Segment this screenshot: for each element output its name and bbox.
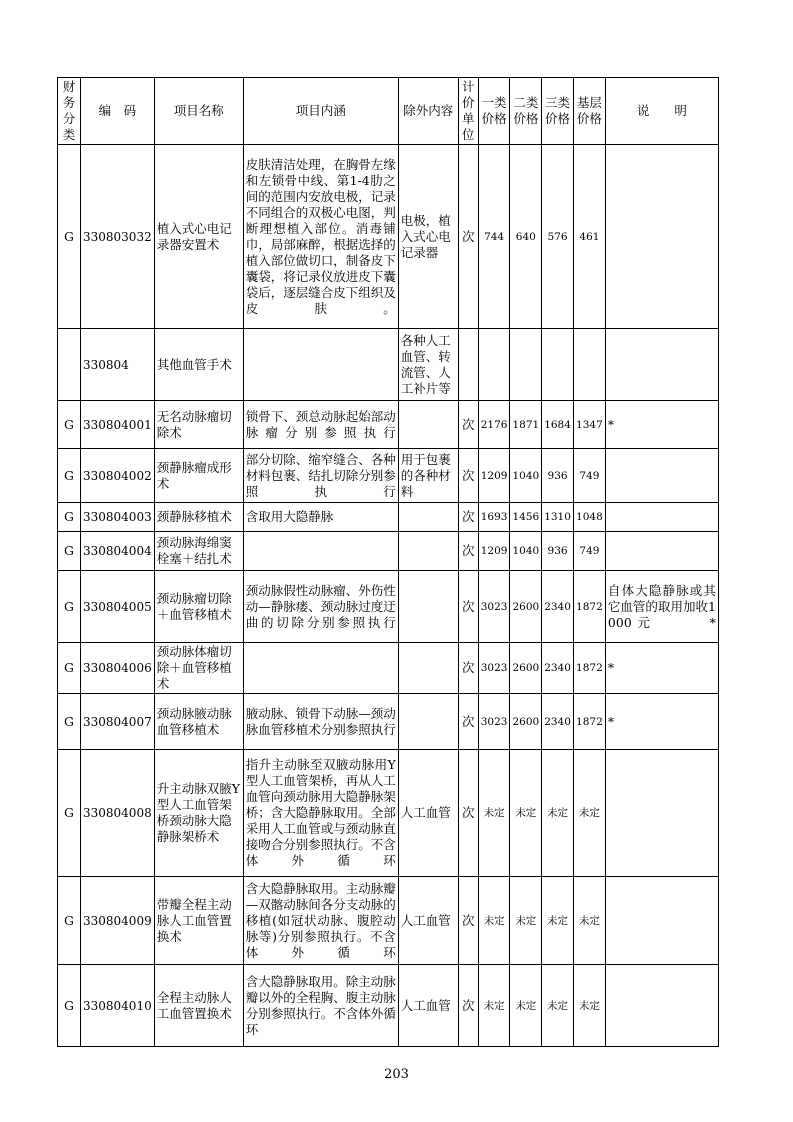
cell-price-1 (478, 329, 510, 401)
cell-exclusions: 用于包裹的各种材料 (398, 449, 458, 503)
cell-content: 含取用大隐静脉 (243, 503, 398, 532)
header-price-4: 基层 价格 (573, 78, 605, 145)
cell-note (605, 449, 718, 503)
cell-fin: G (58, 643, 81, 694)
cell-content: 部分切除、缩窄缝合、各种材料包裹、结扎切除分别参照执行 (243, 449, 398, 503)
cell-price-2: 2600 (510, 571, 542, 643)
cell-unit: 次 (458, 571, 478, 643)
table-row (58, 329, 719, 401)
cell-price-2: 2600 (510, 643, 542, 694)
header-content: 项目内涵 (243, 78, 398, 145)
cell-exclusions (398, 532, 458, 571)
table-row (58, 571, 719, 643)
cell-fin (58, 329, 81, 401)
cell-note (605, 503, 718, 532)
cell-note: * (605, 694, 718, 750)
cell-price-4: 1347 (573, 401, 605, 449)
cell-content: 腋动脉、锁骨下动脉—颈动脉血管移植术分别参照执行 (243, 694, 398, 750)
cell-price-1: 3023 (478, 643, 510, 694)
cell-price-2: 1871 (510, 401, 542, 449)
cell-name: 颈动脉腋动脉血管移植术 (154, 694, 243, 750)
cell-code: 330803032 (81, 145, 155, 329)
header-exclusions: 除外内容 (398, 78, 458, 145)
cell-code: 330804002 (81, 449, 155, 503)
cell-price-3: 1684 (542, 401, 574, 449)
cell-unit: 次 (458, 145, 478, 329)
cell-code: 330804010 (81, 965, 155, 1047)
cell-content: 颈动脉假性动脉瘤、外伤性动—静脉瘘、颈动脉过度迂曲的切除分别参照执行 (243, 571, 398, 643)
cell-exclusions: 各种人工血管、转流管、人工补片等 (398, 329, 458, 401)
cell-price-4: 未定 (573, 877, 605, 965)
cell-price-3: 1310 (542, 503, 574, 532)
cell-fin: G (58, 503, 81, 532)
cell-price-2 (510, 329, 542, 401)
cell-price-4: 未定 (573, 965, 605, 1047)
cell-price-3: 936 (542, 449, 574, 503)
table-row (58, 145, 719, 329)
cell-name: 颈动脉海绵窦栓塞＋结扎术 (154, 532, 243, 571)
cell-name: 无名动脉瘤切除术 (154, 401, 243, 449)
cell-unit: 次 (458, 532, 478, 571)
table-row (58, 643, 719, 694)
cell-fin: G (58, 401, 81, 449)
cell-name: 颈静脉移植术 (154, 503, 243, 532)
page-number: 203 (384, 1067, 409, 1082)
cell-price-1: 3023 (478, 694, 510, 750)
cell-price-2: 1040 (510, 532, 542, 571)
table-row (58, 965, 719, 1047)
cell-code: 330804007 (81, 694, 155, 750)
cell-price-3: 2340 (542, 643, 574, 694)
cell-name: 颈静脉瘤成形术 (154, 449, 243, 503)
cell-name: 颈动脉体瘤切除＋血管移植术 (154, 643, 243, 694)
header-row (58, 78, 719, 145)
cell-price-4: 461 (573, 145, 605, 329)
cell-price-2: 640 (510, 145, 542, 329)
table-row (58, 694, 719, 750)
cell-name: 其他血管手术 (154, 329, 243, 401)
cell-content (243, 329, 398, 401)
cell-price-1: 744 (478, 145, 510, 329)
cell-price-1: 未定 (478, 877, 510, 965)
cell-unit: 次 (458, 401, 478, 449)
cell-unit (458, 329, 478, 401)
cell-price-4: 1872 (573, 643, 605, 694)
cell-code: 330804006 (81, 643, 155, 694)
cell-fin: G (58, 750, 81, 877)
cell-unit: 次 (458, 449, 478, 503)
header-unit: 计 价 单 位 (458, 78, 478, 145)
cell-content (243, 532, 398, 571)
cell-content: 锁骨下、颈总动脉起始部动脉瘤分别参照执行 (243, 401, 398, 449)
cell-code: 330804 (81, 329, 155, 401)
table-row (58, 877, 719, 965)
header-fin-class: 财 务 分 类 (58, 78, 81, 145)
fee-table (57, 77, 719, 1047)
cell-price-1: 2176 (478, 401, 510, 449)
cell-name: 颈动脉瘤切除＋血管移植术 (154, 571, 243, 643)
cell-price-2: 未定 (510, 965, 542, 1047)
cell-exclusions: 人工血管 (398, 965, 458, 1047)
cell-code: 330804001 (81, 401, 155, 449)
cell-price-4: 未定 (573, 750, 605, 877)
cell-price-1: 未定 (478, 750, 510, 877)
cell-price-3: 2340 (542, 571, 574, 643)
cell-note (605, 877, 718, 965)
cell-price-2: 未定 (510, 877, 542, 965)
cell-exclusions (398, 503, 458, 532)
cell-note: 自体大隐静脉或其它血管的取用加收1000元 * (605, 571, 718, 643)
cell-code: 330804005 (81, 571, 155, 643)
cell-name: 植入式心电记录器安置术 (154, 145, 243, 329)
cell-price-1: 1209 (478, 532, 510, 571)
header-price-3: 三类 价格 (542, 78, 574, 145)
cell-price-2: 1040 (510, 449, 542, 503)
cell-price-4: 1048 (573, 503, 605, 532)
cell-name: 升主动脉双腋Y型人工血管架桥颈动脉大隐静脉架桥术 (154, 750, 243, 877)
cell-code: 330804003 (81, 503, 155, 532)
cell-exclusions: 电极，植入式心电记录器 (398, 145, 458, 329)
cell-price-4: 1872 (573, 571, 605, 643)
table-row (58, 750, 719, 877)
cell-price-3: 2340 (542, 694, 574, 750)
cell-exclusions (398, 694, 458, 750)
cell-fin: G (58, 449, 81, 503)
cell-exclusions: 人工血管 (398, 877, 458, 965)
cell-content: 指升主动脉至双腋动脉用Y型人工血管架桥，再从人工血管向颈动脉用大隐静脉架桥；含大隐静脉取用。全部采用人工血管或与颈动脉直接吻合分别参照执行。不含体外循环 (243, 750, 398, 877)
cell-name: 全程主动脉人工血管置换术 (154, 965, 243, 1047)
cell-price-4: 749 (573, 532, 605, 571)
header-name: 项目名称 (154, 78, 243, 145)
header-code: 编 码 (81, 78, 155, 145)
table-row (58, 401, 719, 449)
cell-fin: G (58, 145, 81, 329)
cell-fin: G (58, 877, 81, 965)
cell-price-2: 未定 (510, 750, 542, 877)
cell-note (605, 329, 718, 401)
cell-exclusions: 人工血管 (398, 750, 458, 877)
cell-unit: 次 (458, 694, 478, 750)
cell-price-3: 未定 (542, 965, 574, 1047)
cell-code: 330804008 (81, 750, 155, 877)
cell-name: 带瓣全程主动脉人工血管置换术 (154, 877, 243, 965)
cell-note: * (605, 401, 718, 449)
cell-code: 330804009 (81, 877, 155, 965)
table-row (58, 532, 719, 571)
cell-content (243, 643, 398, 694)
cell-price-3: 936 (542, 532, 574, 571)
cell-price-4: 749 (573, 449, 605, 503)
cell-note (605, 532, 718, 571)
cell-content: 含大隐静脉取用。除主动脉瓣以外的全程胸、腹主动脉分别参照执行。不含体外循环 (243, 965, 398, 1047)
cell-exclusions (398, 571, 458, 643)
cell-price-3: 未定 (542, 750, 574, 877)
cell-price-1: 3023 (478, 571, 510, 643)
table-row (58, 503, 719, 532)
cell-note (605, 145, 718, 329)
cell-fin: G (58, 694, 81, 750)
cell-unit: 次 (458, 877, 478, 965)
cell-price-2: 1456 (510, 503, 542, 532)
cell-unit: 次 (458, 503, 478, 532)
cell-fin: G (58, 532, 81, 571)
table-row (58, 449, 719, 503)
cell-note (605, 750, 718, 877)
cell-fin: G (58, 571, 81, 643)
cell-price-1: 1209 (478, 449, 510, 503)
header-price-2: 二类 价格 (510, 78, 542, 145)
cell-note: * (605, 643, 718, 694)
cell-exclusions (398, 643, 458, 694)
cell-price-1: 未定 (478, 965, 510, 1047)
cell-price-3 (542, 329, 574, 401)
header-note: 说 明 (605, 78, 718, 145)
cell-fin: G (58, 965, 81, 1047)
cell-note (605, 965, 718, 1047)
cell-price-4: 1872 (573, 694, 605, 750)
cell-price-3: 576 (542, 145, 574, 329)
cell-unit: 次 (458, 643, 478, 694)
cell-unit: 次 (458, 965, 478, 1047)
cell-code: 330804004 (81, 532, 155, 571)
cell-exclusions (398, 401, 458, 449)
cell-price-1: 1693 (478, 503, 510, 532)
cell-unit: 次 (458, 750, 478, 877)
cell-price-2: 2600 (510, 694, 542, 750)
cell-price-4 (573, 329, 605, 401)
cell-price-3: 未定 (542, 877, 574, 965)
cell-content: 含大隐静脉取用。主动脉瓣—双髂动脉间各分支动脉的移植(如冠状动脉、腹腔动脉等)分别参照执行。不含体外循环 (243, 877, 398, 965)
header-price-1: 一类 价格 (478, 78, 510, 145)
cell-content: 皮肤清洁处理，在胸骨左缘和左锁骨中线、第1-4肋之间的范围内安放电极，记录不同组合的双极心电图，判断理想植入部位。消毒铺巾，局部麻醉，根据选择的植入部位做切口，制备皮下囊袋，将记录仪放进皮下囊袋后，逐层缝合皮下组织及皮肤。 (243, 145, 398, 329)
